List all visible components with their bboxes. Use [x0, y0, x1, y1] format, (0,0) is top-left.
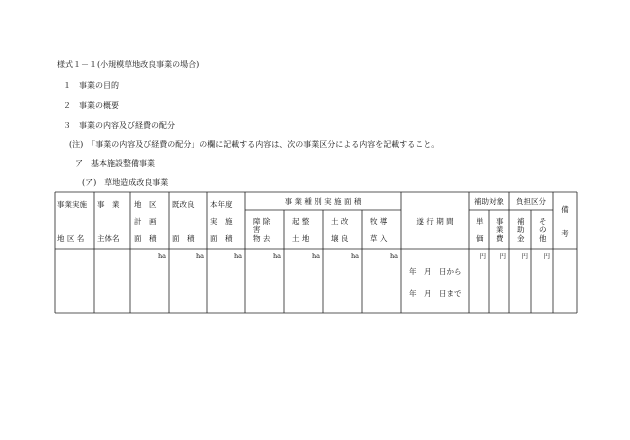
header-project-area-name: 地 区 名	[57, 234, 85, 243]
unit-ha-district: ha	[157, 252, 166, 260]
header-subsidy-2: 助	[517, 225, 525, 234]
header-other-3: 他	[539, 234, 547, 243]
period-to: 年 月 日まで	[409, 289, 462, 298]
header-subsidy-1: 補	[517, 217, 525, 226]
header-project-cost-1: 事	[496, 217, 504, 226]
header-district-plan: 計 画	[134, 217, 157, 226]
header-pasture-intro-top: 牧 導	[370, 217, 388, 226]
header-land-leveling-top: 起 整	[292, 217, 310, 226]
unit-ha-leveling: ha	[311, 252, 320, 260]
unit-ha-improved: ha	[195, 252, 204, 260]
header-soil-improvement-bottom: 壌 良	[331, 234, 349, 243]
unit-yen-project-cost: 円	[499, 252, 506, 260]
header-obstacle-removal-mid: 害	[253, 225, 261, 234]
section-purpose: １ 事業の目的	[63, 81, 119, 90]
header-entity: 事 業	[97, 200, 120, 209]
header-remarks-top: 備	[561, 205, 569, 214]
section-content-and-cost: ３ 事業の内容及び経費の配分	[63, 121, 175, 130]
header-unit-price-top: 単	[476, 217, 484, 226]
header-project-cost-3: 費	[496, 234, 504, 243]
unit-ha-this-year: ha	[233, 252, 242, 260]
period-from: 年 月 日から	[409, 267, 462, 276]
header-unit-price-bottom: 価	[476, 234, 484, 243]
unit-ha-soil: ha	[350, 252, 359, 260]
header-improved: 既改良	[172, 200, 195, 209]
header-remarks-bottom: 考	[561, 229, 569, 238]
header-project-area: 事業実施	[57, 200, 87, 209]
header-entity-name: 主体名	[97, 234, 120, 243]
unit-yen-other: 円	[543, 252, 550, 260]
subsection-grassland-improvement: (ア) 草地造成改良事業	[82, 178, 169, 187]
header-district: 地 区	[134, 200, 157, 209]
header-subsidy-target: 補助対象	[474, 197, 504, 206]
header-other-2: の	[539, 225, 547, 234]
header-this-year-impl: 実 施	[210, 217, 233, 226]
header-land-leveling-bottom: 土 地	[292, 234, 310, 243]
header-execution-period: 遂 行 期 間	[416, 217, 454, 226]
header-pasture-intro-bottom: 草 入	[370, 234, 388, 243]
unit-yen-unit-price: 円	[479, 252, 486, 260]
header-obstacle-removal-top: 障 除	[253, 217, 271, 226]
header-district-area: 面 積	[134, 234, 157, 243]
subsection-basic-facilities: ア 基本施設整備事業	[75, 159, 155, 168]
header-improved-area: 面 積	[172, 234, 195, 243]
header-obstacle-removal-bottom: 物 去	[253, 234, 271, 243]
section-overview: ２ 事業の概要	[63, 101, 119, 110]
unit-ha-pasture: ha	[389, 252, 398, 260]
header-other-1: そ	[539, 217, 547, 226]
header-work-type-area: 事 業 種 別 実 施 面 積	[284, 197, 362, 206]
header-cost-share: 負担区分	[516, 197, 546, 206]
header-this-year-area: 面 積	[210, 234, 233, 243]
header-subsidy-3: 金	[517, 234, 525, 243]
header-soil-improvement-top: 土 改	[331, 217, 349, 226]
note-text: (注) 「事業の内容及び経費の配分」の欄に記載する内容は、次の事業区分による内容を記載すること。	[69, 140, 440, 149]
unit-yen-subsidy: 円	[521, 252, 528, 260]
header-this-year: 本年度	[210, 200, 233, 209]
header-project-cost-2: 業	[496, 225, 504, 234]
unit-ha-obstacle: ha	[272, 252, 281, 260]
form-title: 様式１－１(小規模草地改良事業の場合)	[57, 60, 200, 69]
